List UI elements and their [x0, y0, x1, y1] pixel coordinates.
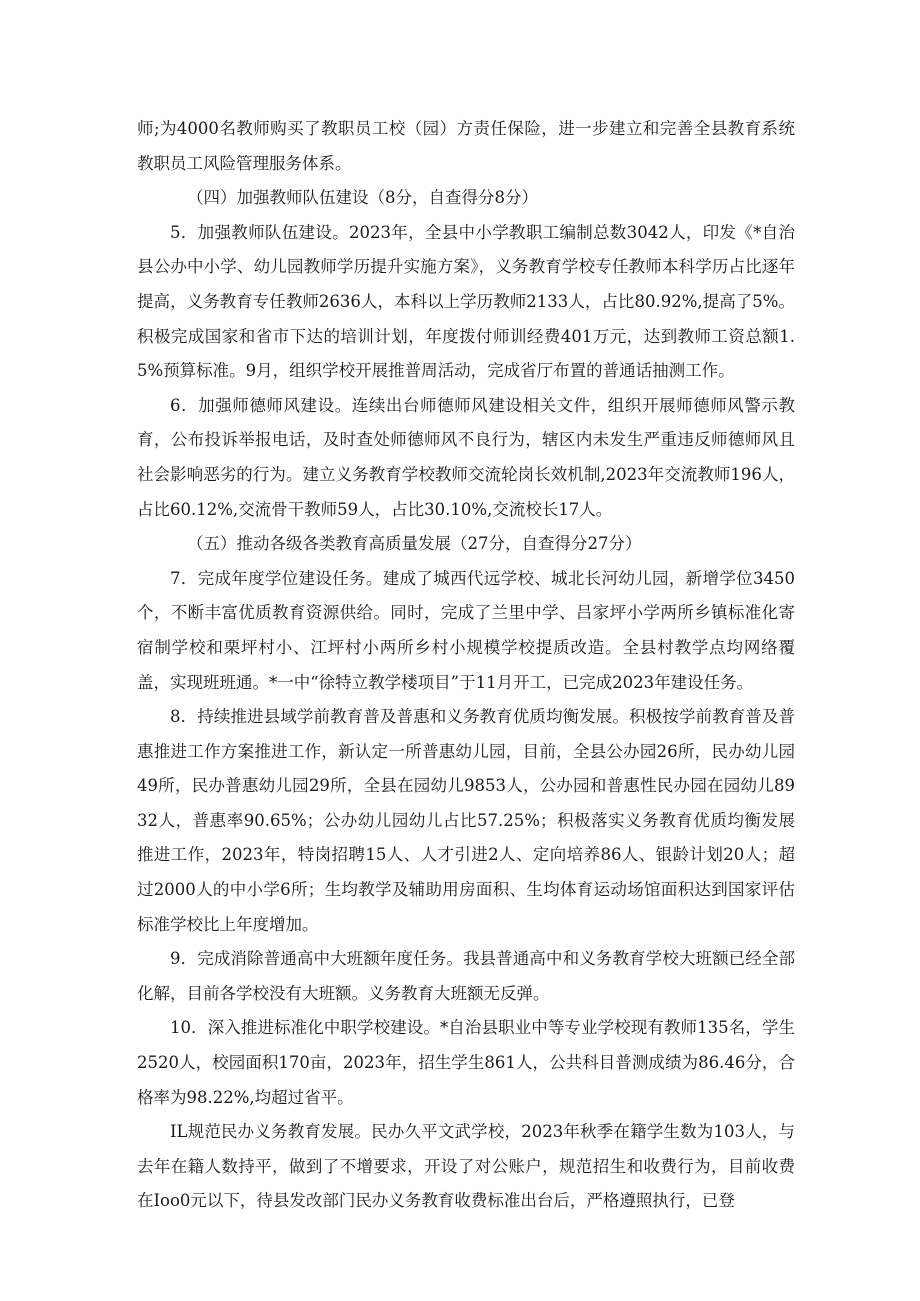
- body-paragraph-item-8: 8．持续推进县域学前教育普及普惠和义务教育优质均衡发展。积极按学前教育普及普惠推进工作方案推进工作，新认定一所普惠幼儿园，目前，全县公办园26所，民办幼儿园49所，民办普惠幼儿园29所，全县在园幼儿9853人，公办园和普惠性民办园在园幼儿8932人，普惠率90.65%；公办幼儿园幼儿占比57.25%；积极落实义务教育优质均衡发展推进工作，2023年，特岗招聘15人、人才引进2人、定向培养86人、银龄计划20人；超过2000人的中小学6所；生均教学及辅助用房面积、生均体育运动场馆面积达到国家评估标准学校比上年度增加。: [137, 707, 795, 934]
- body-paragraph-continued: 师;为4000名教师购买了教职员工校（园）方责任保险，进一步建立和完善全县教育系统教职员工风险管理服务体系。: [137, 119, 795, 173]
- body-paragraph-item-10: 10．深入推进标准化中职学校建设。*自治县职业中等专业学校现有教师135名，学生2520人，校园面积170亩，2023年，招生学生861人，公共科目普测成绩为86.46分，合格率为98.22%,均超过省平。: [137, 1018, 795, 1107]
- body-paragraph-item-6: 6．加强师德师风建设。连续出台师德师风建设相关文件，组织开展师德师风警示教育，公布投诉举报电话，及时查处师德师风不良行为，辖区内未发生严重违反师德师风且社会影响恶劣的行为。建立义务教育学校教师交流轮岗长效机制,2023年交流教师196人，占比60.12%,交流骨干教师59人，占比30.10%,交流校长17人。: [137, 395, 795, 519]
- section-heading-5: （五）推动各级各类教育高质量发展（27分，自查得分27分）: [187, 534, 642, 554]
- document-page: [137, 112, 795, 1219]
- body-paragraph-item-5: 5．加强教师队伍建设。2023年，全县中小学教职工编制总数3042人，印发《*自治县公办中小学、幼儿园教师学历提升实施方案》，义务教育学校专任教师本科学历占比逐年提高，义务教育专任教师2636人，本科以上学历教师2133人，占比80.92%,提高了5%。积极完成国家和省市下达的培训计划，年度拨付师训经费401万元，达到教师工资总额1.5%预算标准。9月，组织学校开展推普周活动，完成省厅布置的普通话抽测工作。: [137, 222, 795, 381]
- section-heading-4: （四）加强教师队伍建设（8分，自查得分8分）: [187, 188, 538, 208]
- body-paragraph-item-11: IL规范民办义务教育发展。民办久平文武学校，2023年秋季在籍学生数为103人，与去年在籍人数持平，做到了不增要求，开设了对公账户，规范招生和收费行为，目前收费在Ioo0元以下，待县发改部门民办义务教育收费标准出台后，严格遵照执行，已登: [137, 1122, 795, 1211]
- body-paragraph-item-7: 7．完成年度学位建设任务。建成了城西代远学校、城北长河幼儿园，新增学位3450个，不断丰富优质教育资源供给。同时，完成了兰里中学、吕家坪小学两所乡镇标准化寄宿制学校和栗坪村小、江坪村小两所乡村小规模学校提质改造。全县村教学点均网络覆盖，实现班班通。*一中“徐特立教学楼项目”于11月开工，已完成2023年建设任务。: [137, 568, 795, 692]
- body-paragraph-item-9: 9．完成消除普通高中大班额年度任务。我县普通高中和义务教育学校大班额已经全部化解，目前各学校没有大班额。义务教育大班额无反弹。: [137, 949, 795, 1003]
